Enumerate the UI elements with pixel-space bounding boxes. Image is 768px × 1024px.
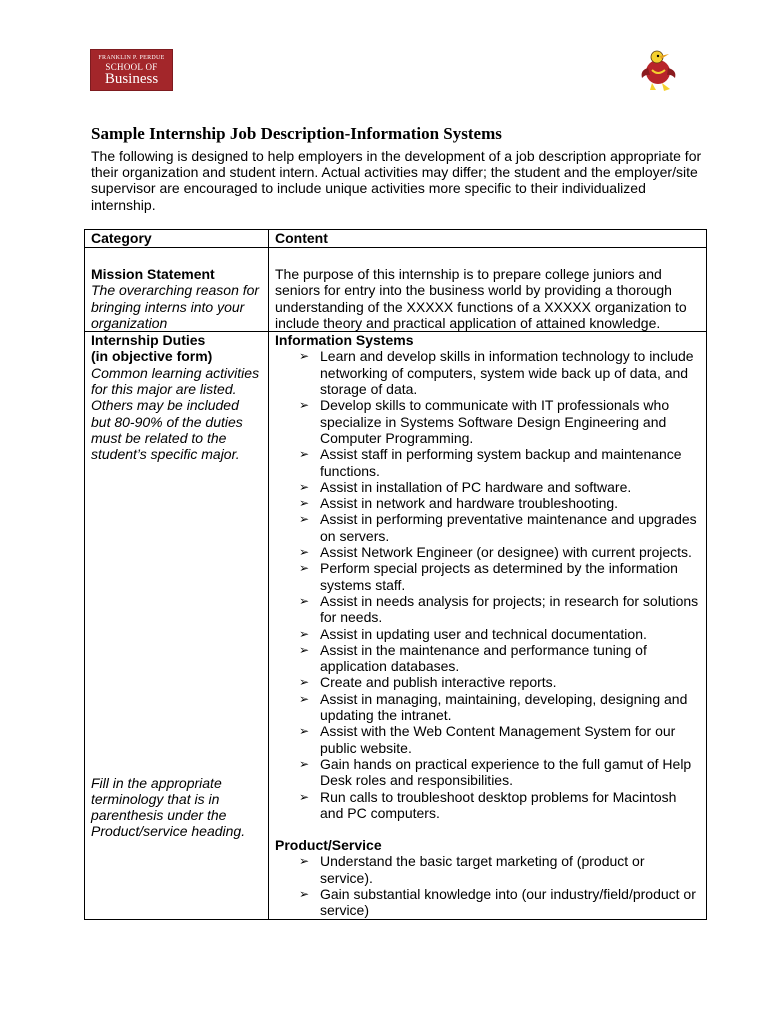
intro-paragraph: The following is designed to help employers in the development of a job description appropriate for their organization and student intern. Actual activities may differ; the student and the employer/site supervisor are encouraged to include unique activities more specific to their individualized internship. xyxy=(91,148,702,213)
seagull-mascot-icon xyxy=(638,48,680,94)
list-item: ➢ Create and publish interactive reports. xyxy=(320,674,700,690)
page-title: Sample Internship Job Description-Information Systems xyxy=(91,124,502,143)
duties-content-cell xyxy=(269,332,707,920)
mission-label: Mission Statement xyxy=(91,266,215,282)
list-item: ➢ Assist in installation of PC hardware and software. xyxy=(320,479,700,495)
school-logo xyxy=(90,49,173,91)
list-item: ➢ Understand the basic target marketing of (product or service). xyxy=(320,853,700,886)
list-item: ➢ Gain substantial knowledge into (our industry/field/product or service) xyxy=(320,886,700,919)
mission-note: The overarching reason for bringing interns into your organization xyxy=(91,282,260,331)
list-item: ➢ Learn and develop skills in information technology to include networking of computers, system wide back up of data, and storage of data. xyxy=(320,348,700,397)
list-item: ➢ Develop skills to communicate with IT professionals who specialize in Systems Software Design Engineering and Computer Programming. xyxy=(320,397,700,446)
category-header: Category xyxy=(85,230,269,248)
logo-line-3: Business xyxy=(104,71,159,87)
list-item: ➢ Gain hands on practical experience to the full gamut of Help Desk roles and responsibilities. xyxy=(320,756,700,789)
list-item: ➢ Assist with the Web Content Management System for our public website. xyxy=(320,723,700,756)
duties-category-cell xyxy=(85,332,269,920)
product-service-list xyxy=(275,853,700,918)
list-item: ➢ Assist staff in performing system backup and maintenance functions. xyxy=(320,446,700,479)
mission-category-cell xyxy=(85,248,269,332)
logo-line-2: SCHOOL OF xyxy=(105,62,158,72)
duties-label-sub: (in objective form) xyxy=(91,348,213,365)
list-item: ➢ Assist in updating user and technical documentation. xyxy=(320,626,700,642)
fill-in-note: Fill in the appropriate terminology that is in parenthesis under the Product/service heading. xyxy=(91,774,246,840)
list-item: ➢ Assist in performing preventative maintenance and upgrades on servers. xyxy=(320,511,700,544)
mission-content-cell xyxy=(269,248,707,332)
duties-row xyxy=(85,332,707,920)
content-header: Content xyxy=(269,230,707,248)
list-item: ➢ Assist Network Engineer (or designee) with current projects. xyxy=(320,544,700,560)
list-item: ➢ Assist in managing, maintaining, developing, designing and updating the intranet. xyxy=(320,691,700,724)
list-item: ➢ Assist in the maintenance and performance tuning of application databases. xyxy=(320,642,700,675)
job-description-table xyxy=(84,229,707,920)
list-item: ➢ Assist in network and hardware troubleshooting. xyxy=(320,495,700,511)
list-item: ➢ Perform special projects as determined by the information systems staff. xyxy=(320,560,700,593)
product-service-heading: Product/Service xyxy=(275,837,382,854)
mission-text: The purpose of this internship is to prepare college juniors and seniors for entry into the business world by providing a thorough understanding of the XXXXX functions of a XXXXX organization to include theory and practical application of attained knowledge. xyxy=(275,266,687,331)
info-systems-list xyxy=(275,348,700,821)
list-item: ➢ Run calls to troubleshoot desktop problems for Macintosh and PC computers. xyxy=(320,789,700,822)
duties-label: Internship Duties xyxy=(91,332,206,349)
duties-note: Common learning activities for this major are listed. Others may be included but 80-90% of the duties must be related to the student’s specific major. xyxy=(91,364,260,463)
info-systems-heading: Information Systems xyxy=(275,332,414,349)
mission-row xyxy=(85,248,707,332)
table-header-row xyxy=(85,230,707,248)
list-item: ➢ Assist in needs analysis for projects; in research for solutions for needs. xyxy=(320,593,700,626)
logo-line-1: FRANKLIN P. PERDUE xyxy=(98,55,165,61)
